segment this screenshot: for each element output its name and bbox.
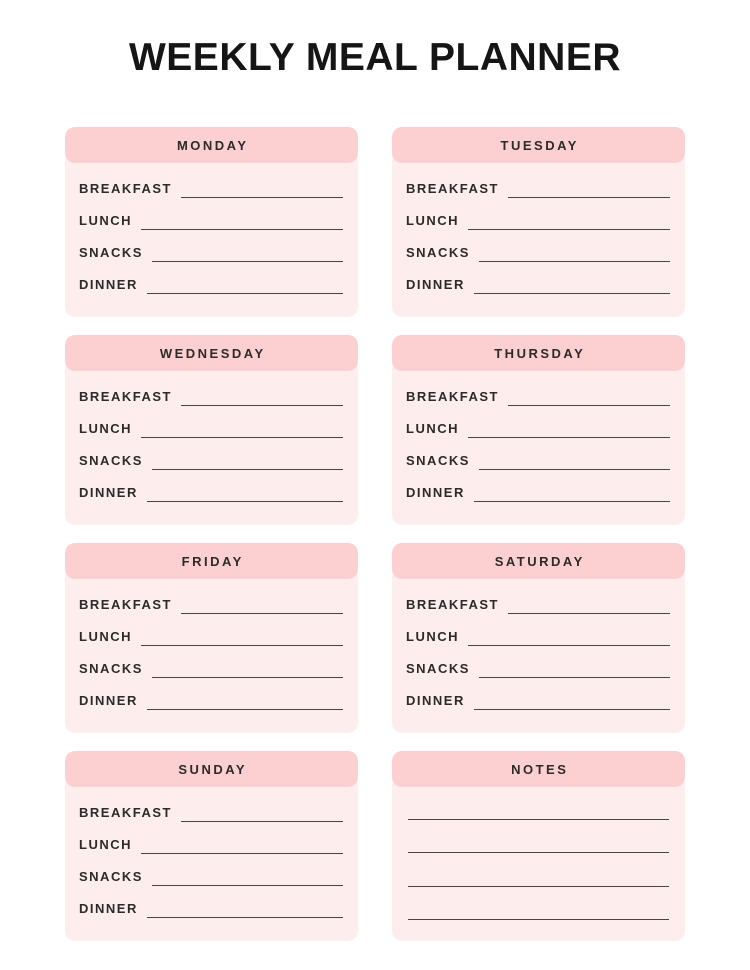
day-card-body: [392, 151, 685, 317]
meal-label-snacks: SNACKS: [406, 661, 470, 676]
meal-label-dinner: DINNER: [406, 277, 465, 292]
breakfast-fill-line[interactable]: [181, 790, 343, 822]
meal-label-breakfast: BREAKFAST: [406, 597, 499, 612]
meal-label-dinner: DINNER: [406, 485, 465, 500]
day-card-saturday: [392, 543, 685, 733]
meal-row: [406, 582, 670, 614]
meal-row: [79, 230, 343, 262]
notes-fill-line[interactable]: [408, 820, 669, 854]
page-title: WEEKLY MEAL PLANNER: [128, 36, 621, 79]
meal-row: [79, 886, 343, 918]
meal-row: [79, 262, 343, 294]
meal-row: [79, 582, 343, 614]
breakfast-fill-line[interactable]: [181, 374, 343, 406]
meal-label-lunch: LUNCH: [406, 629, 459, 644]
meal-label-snacks: SNACKS: [79, 869, 143, 884]
day-card-monday: [65, 127, 358, 317]
lunch-fill-line[interactable]: [141, 822, 343, 854]
notes-fill-line[interactable]: [408, 853, 669, 887]
breakfast-fill-line[interactable]: [181, 582, 343, 614]
planner-grid: [65, 127, 685, 941]
day-title-wednesday: WEDNESDAY: [159, 345, 266, 361]
meal-row: [406, 646, 670, 678]
meal-row: [406, 438, 670, 470]
meal-row: [406, 198, 670, 230]
meal-row: [406, 614, 670, 646]
meal-label-snacks: SNACKS: [406, 245, 470, 260]
meal-row: [79, 854, 343, 886]
day-card-header: [65, 127, 358, 163]
day-card-sunday: [65, 751, 358, 941]
meal-label-lunch: LUNCH: [79, 837, 132, 852]
lunch-fill-line[interactable]: [141, 614, 343, 646]
meal-label-breakfast: BREAKFAST: [406, 181, 499, 196]
lunch-fill-line[interactable]: [468, 614, 670, 646]
meal-row: [79, 166, 343, 198]
dinner-fill-line[interactable]: [474, 262, 670, 294]
lunch-fill-line[interactable]: [468, 198, 670, 230]
day-title-tuesday: TUESDAY: [500, 137, 579, 153]
notes-title: NOTES: [511, 761, 569, 777]
meal-label-lunch: LUNCH: [79, 629, 132, 644]
day-title-saturday: SATURDAY: [494, 553, 585, 569]
notes-fill-line[interactable]: [408, 786, 669, 820]
meal-label-snacks: SNACKS: [406, 453, 470, 468]
breakfast-fill-line[interactable]: [181, 166, 343, 198]
day-card-body: [65, 775, 358, 941]
meal-row: [79, 374, 343, 406]
meal-label-dinner: DINNER: [79, 485, 138, 500]
dinner-fill-line[interactable]: [147, 886, 343, 918]
breakfast-fill-line[interactable]: [508, 582, 670, 614]
day-card-thursday: [392, 335, 685, 525]
day-card-header: [65, 335, 358, 371]
snacks-fill-line[interactable]: [479, 438, 670, 470]
breakfast-fill-line[interactable]: [508, 166, 670, 198]
meal-label-lunch: LUNCH: [79, 421, 132, 436]
meal-label-dinner: DINNER: [79, 277, 138, 292]
meal-row: [406, 406, 670, 438]
meal-row: [79, 790, 343, 822]
meal-row: [79, 438, 343, 470]
day-title-thursday: THURSDAY: [494, 345, 586, 361]
breakfast-fill-line[interactable]: [508, 374, 670, 406]
meal-label-breakfast: BREAKFAST: [79, 597, 172, 612]
meal-label-breakfast: BREAKFAST: [79, 389, 172, 404]
meal-row: [79, 614, 343, 646]
day-title-monday: MONDAY: [176, 137, 249, 153]
meal-label-breakfast: BREAKFAST: [79, 181, 172, 196]
snacks-fill-line[interactable]: [152, 438, 343, 470]
meal-label-breakfast: BREAKFAST: [406, 389, 499, 404]
notes-card-header: [392, 751, 685, 787]
dinner-fill-line[interactable]: [147, 678, 343, 710]
meal-row: [79, 470, 343, 502]
notes-card-body: [392, 775, 685, 941]
meal-label-snacks: SNACKS: [79, 245, 143, 260]
meal-label-lunch: LUNCH: [406, 213, 459, 228]
dinner-fill-line[interactable]: [147, 262, 343, 294]
meal-label-lunch: LUNCH: [406, 421, 459, 436]
day-card-wednesday: [65, 335, 358, 525]
day-card-header: [392, 543, 685, 579]
lunch-fill-line[interactable]: [141, 198, 343, 230]
day-card-body: [392, 359, 685, 525]
meal-row: [406, 166, 670, 198]
day-card-header: [65, 543, 358, 579]
meal-row: [406, 678, 670, 710]
meal-row: [79, 822, 343, 854]
snacks-fill-line[interactable]: [152, 230, 343, 262]
meal-label-dinner: DINNER: [79, 901, 138, 916]
day-card-friday: [65, 543, 358, 733]
meal-row: [79, 406, 343, 438]
day-card-header: [65, 751, 358, 787]
day-card-body: [65, 359, 358, 525]
meal-label-breakfast: BREAKFAST: [79, 805, 172, 820]
day-card-tuesday: [392, 127, 685, 317]
meal-row: [406, 374, 670, 406]
meal-row: [406, 262, 670, 294]
day-card-body: [65, 151, 358, 317]
day-card-header: [392, 335, 685, 371]
meal-row: [406, 470, 670, 502]
dinner-fill-line[interactable]: [147, 470, 343, 502]
notes-fill-line[interactable]: [408, 887, 669, 921]
day-title-friday: FRIDAY: [181, 553, 244, 569]
meal-row: [79, 198, 343, 230]
snacks-fill-line[interactable]: [479, 646, 670, 678]
lunch-fill-line[interactable]: [141, 406, 343, 438]
notes-card: [392, 751, 685, 941]
meal-label-lunch: LUNCH: [79, 213, 132, 228]
meal-label-snacks: SNACKS: [79, 453, 143, 468]
day-card-header: [392, 127, 685, 163]
meal-label-snacks: SNACKS: [79, 661, 143, 676]
lunch-fill-line[interactable]: [468, 406, 670, 438]
dinner-fill-line[interactable]: [474, 470, 670, 502]
meal-label-dinner: DINNER: [79, 693, 138, 708]
snacks-fill-line[interactable]: [152, 854, 343, 886]
dinner-fill-line[interactable]: [474, 678, 670, 710]
snacks-fill-line[interactable]: [152, 646, 343, 678]
snacks-fill-line[interactable]: [479, 230, 670, 262]
day-title-sunday: SUNDAY: [178, 761, 248, 777]
meal-row: [79, 646, 343, 678]
day-card-body: [65, 567, 358, 733]
meal-row: [406, 230, 670, 262]
day-card-body: [392, 567, 685, 733]
meal-row: [79, 678, 343, 710]
meal-label-dinner: DINNER: [406, 693, 465, 708]
